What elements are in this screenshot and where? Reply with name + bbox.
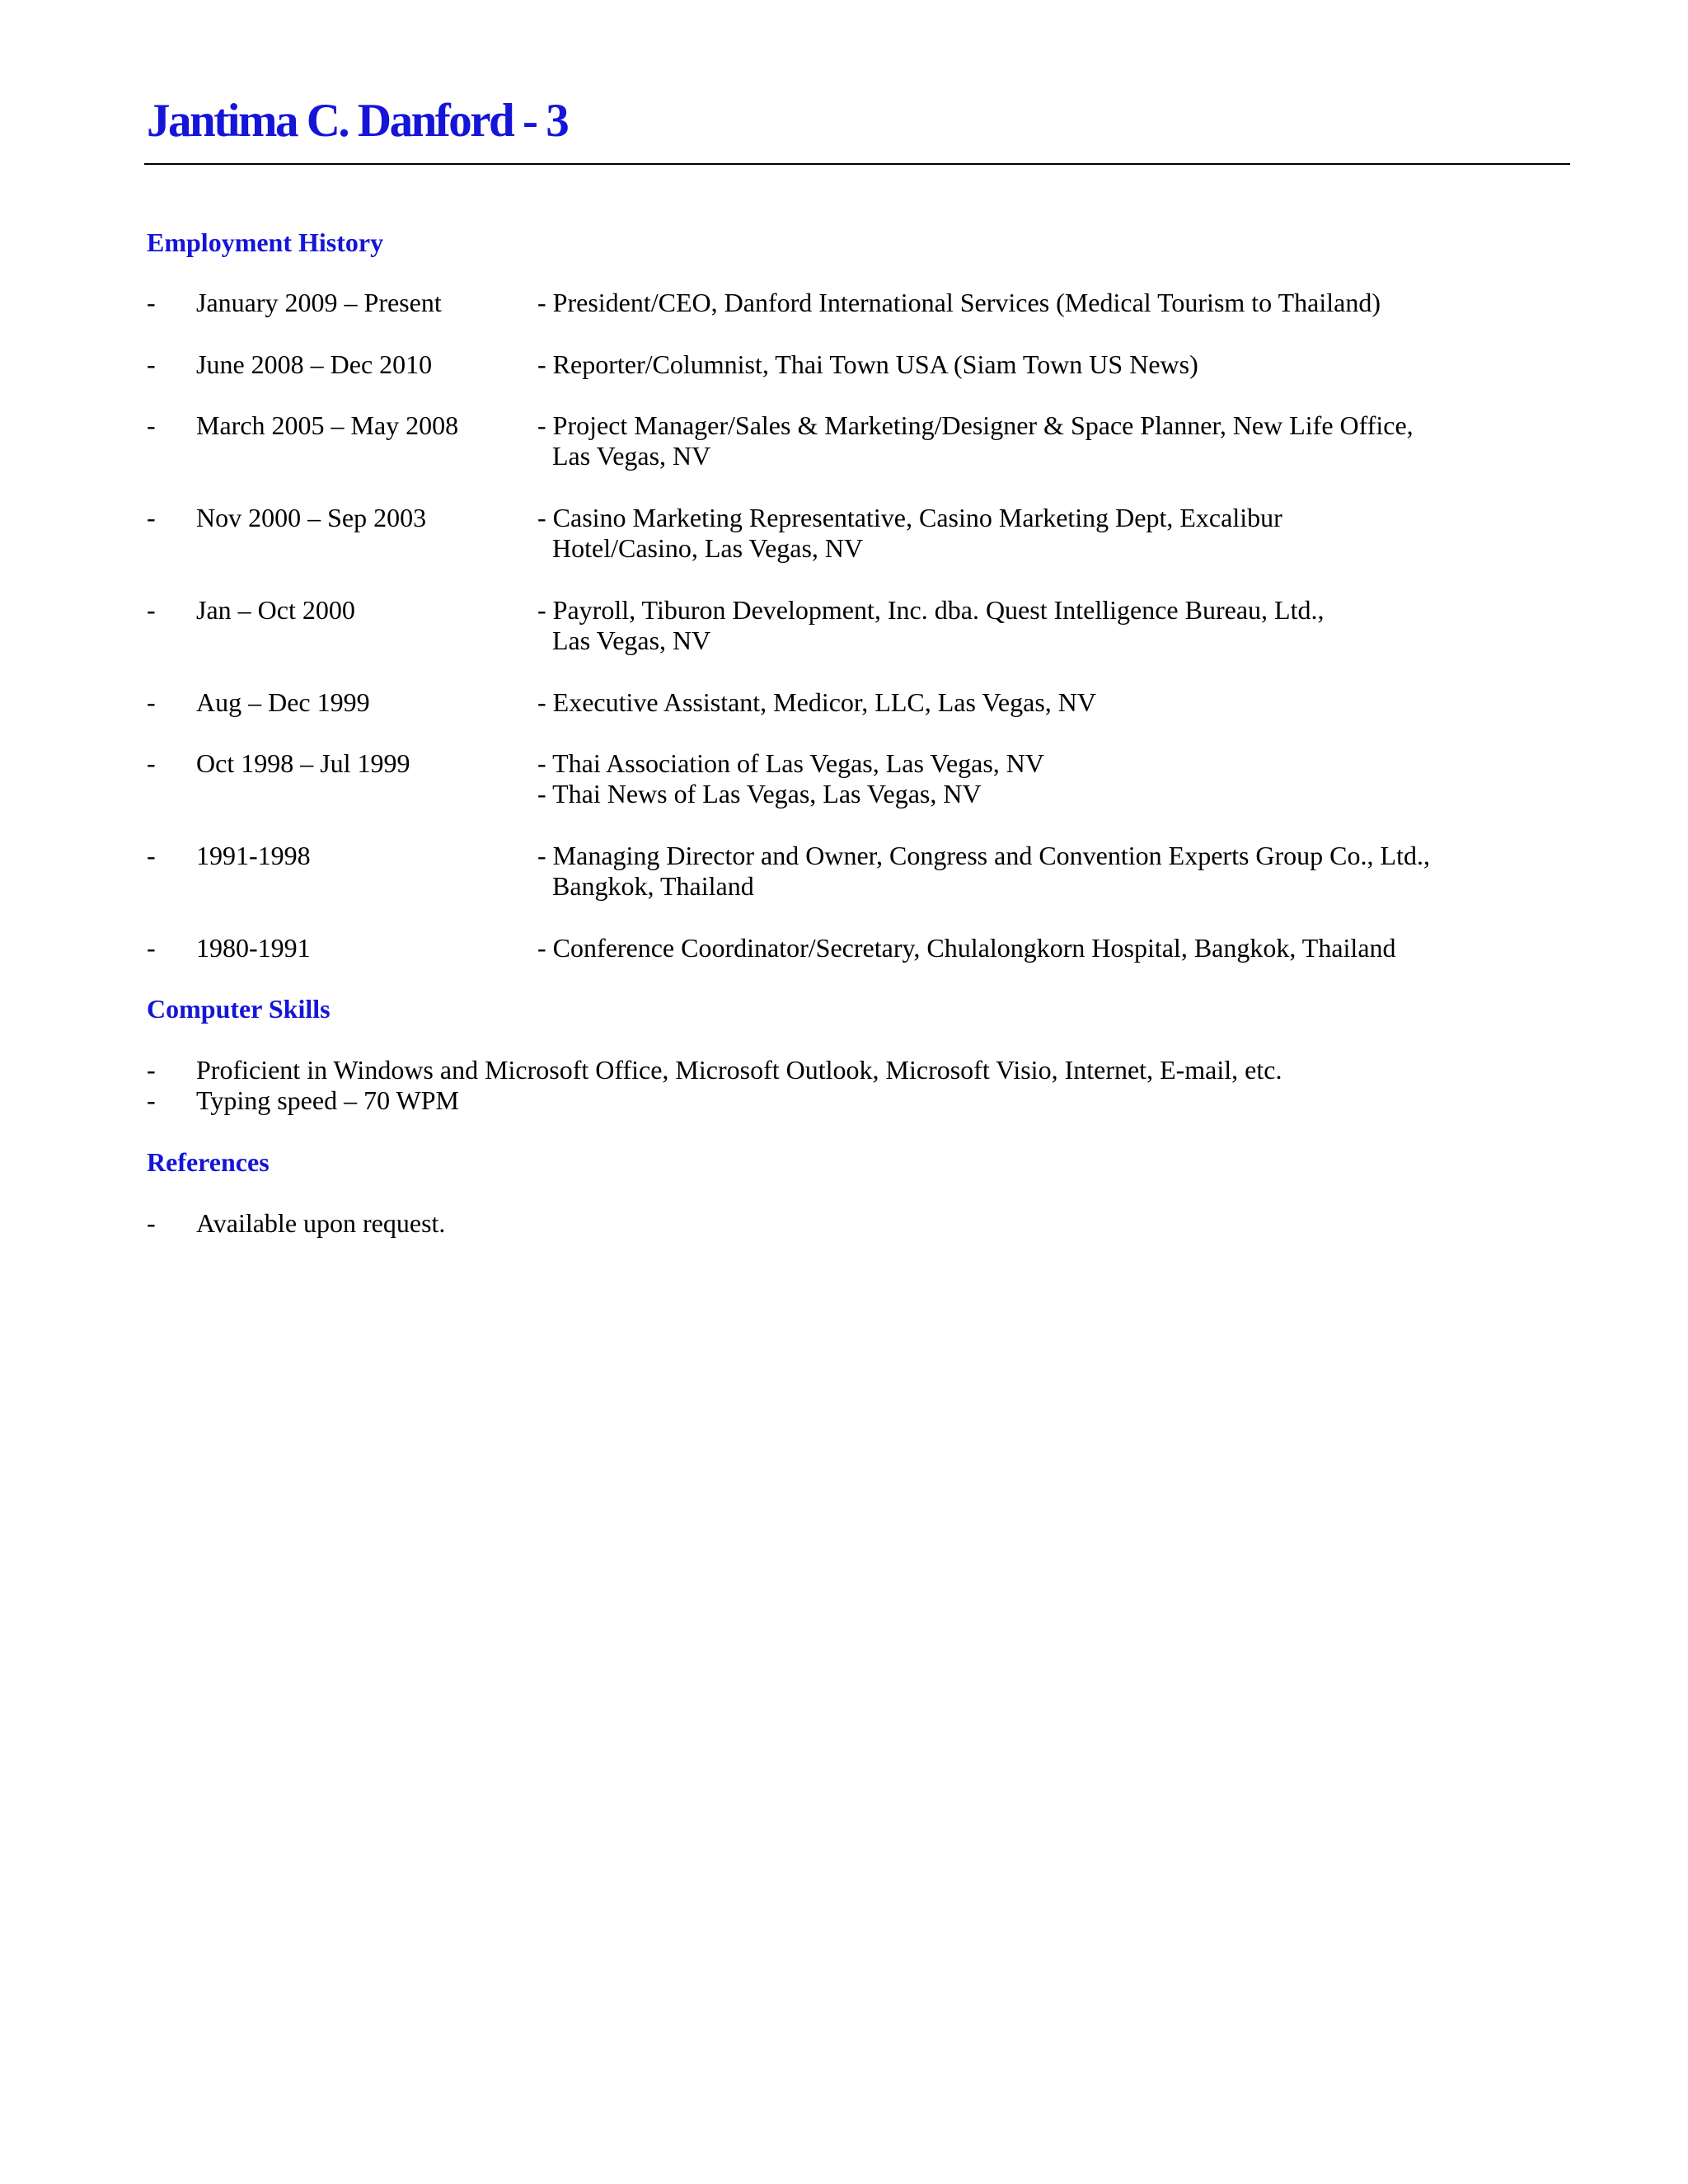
employment-date: Jan – Oct 2000 [196,595,355,625]
bullet: - [147,933,156,963]
description-line: - Managing Director and Owner, Congress and Convention Experts Group Co., Ltd., [537,841,1430,870]
bullet: - [147,349,156,379]
title-divider [144,163,1570,165]
computer-skills-heading: Computer Skills [147,994,331,1024]
employment-date: 1991-1998 [196,841,311,870]
description-line: - Conference Coordinator/Secretary, Chulalongkorn Hospital, Bangkok, Thailand [537,933,1396,963]
description-line: - Executive Assistant, Medicor, LLC, Las Vegas, NV [537,687,1096,717]
bullet: - [147,288,156,317]
references-heading: References [147,1147,270,1177]
employment-description [537,288,1381,318]
description-line: - Casino Marketing Representative, Casino Marketing Dept, Excalibur [537,503,1282,532]
employment-description [537,410,1414,471]
description-line: - Payroll, Tiburon Development, Inc. dba. Quest Intelligence Bureau, Ltd., [537,595,1325,625]
bullet: - [147,748,156,778]
bullet: - [147,410,156,440]
employment-date: March 2005 – May 2008 [196,410,459,440]
description-line: Las Vegas, NV [552,441,711,471]
page-title: Jantima C. Danford - 3 [147,95,568,147]
bullet: - [147,687,156,717]
description-line: Bangkok, Thailand [552,871,754,901]
description-line: - Thai Association of Las Vegas, Las Vegas, NV [537,748,1045,778]
skill-text: Typing speed – 70 WPM [196,1085,459,1115]
description-line: - Reporter/Columnist, Thai Town USA (Siam Town US News) [537,349,1198,379]
description-line: - President/CEO, Danford International Services (Medical Tourism to Thailand) [537,288,1381,317]
bullet: - [147,595,156,625]
reference-text: Available upon request. [196,1208,446,1238]
employment-description [537,595,1324,656]
bullet: - [147,841,156,870]
bullet: - [147,1208,156,1238]
description-line: - Thai News of Las Vegas, Las Vegas, NV [537,779,982,808]
employment-date: June 2008 – Dec 2010 [196,349,433,379]
description-line: Hotel/Casino, Las Vegas, NV [552,533,864,563]
employment-description [537,933,1396,963]
skill-text: Proficient in Windows and Microsoft Office, Microsoft Outlook, Microsoft Visio, Internet, E-mail, etc. [196,1055,1282,1085]
employment-date: Nov 2000 – Sep 2003 [196,503,427,532]
description-line: Las Vegas, NV [552,626,711,655]
description-line: - Project Manager/Sales & Marketing/Designer & Space Planner, New Life Office, [537,410,1414,440]
employment-date: 1980-1991 [196,933,311,963]
bullet: - [147,1055,156,1085]
bullet: - [147,1085,156,1115]
employment-description [537,503,1282,564]
employment-date: January 2009 – Present [196,288,442,317]
employment-description [537,841,1430,902]
employment-description [537,349,1198,380]
bullet: - [147,503,156,532]
employment-description [537,748,1044,809]
employment-date: Oct 1998 – Jul 1999 [196,748,410,778]
employment-history-heading: Employment History [147,227,384,257]
employment-date: Aug – Dec 1999 [196,687,370,717]
employment-description [537,687,1096,718]
